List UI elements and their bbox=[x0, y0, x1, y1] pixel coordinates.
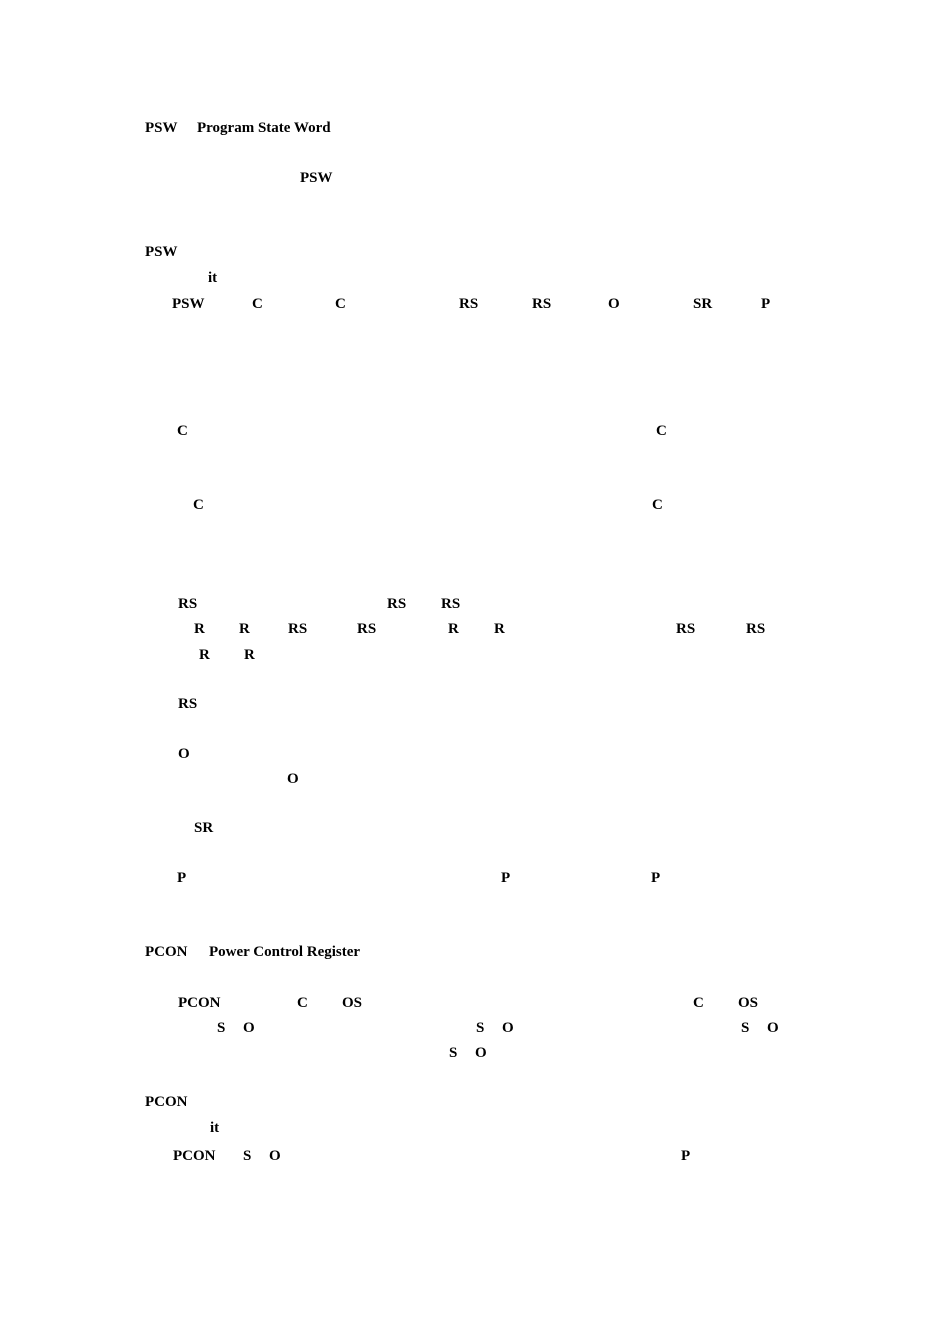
psw-p-text: P bbox=[177, 870, 187, 886]
psw-rs-text: RS bbox=[746, 621, 766, 637]
psw-bit-cell: RS bbox=[532, 296, 552, 312]
pcon-desc-text: C bbox=[297, 995, 308, 1011]
psw-o-text: O bbox=[178, 746, 190, 762]
pcon-desc-text: S bbox=[476, 1020, 485, 1036]
pcon-desc-text: O bbox=[767, 1020, 779, 1036]
pcon-heading-abbr: PCON bbox=[145, 944, 188, 960]
psw-rs-text: R bbox=[199, 647, 210, 663]
pcon-desc-text: S bbox=[217, 1020, 226, 1036]
psw-rs-text: R bbox=[194, 621, 205, 637]
psw-intro-abbr: PSW bbox=[300, 170, 333, 186]
pcon-desc-text: O bbox=[502, 1020, 514, 1036]
psw-c-text: C bbox=[193, 497, 204, 513]
pcon-bit-label: it bbox=[210, 1120, 220, 1136]
psw-rs-text: RS bbox=[178, 596, 198, 612]
pcon-desc-text: O bbox=[243, 1020, 255, 1036]
psw-rs-text: RS bbox=[387, 596, 407, 612]
psw-rs-text: R bbox=[448, 621, 459, 637]
pcon-bit-cell: O bbox=[269, 1148, 281, 1164]
psw-heading-abbr: PSW bbox=[145, 120, 178, 136]
psw-c-text: C bbox=[652, 497, 663, 513]
psw-rs-text: RS bbox=[676, 621, 696, 637]
pcon-heading-title: Power Control Register bbox=[209, 944, 361, 960]
psw-bit-cell: P bbox=[761, 296, 771, 312]
psw-sr-text: SR bbox=[194, 820, 214, 836]
psw-bit-cell: RS bbox=[459, 296, 479, 312]
psw-p-text: P bbox=[651, 870, 661, 886]
pcon-desc-text: O bbox=[475, 1045, 487, 1061]
psw-bit-cell: C bbox=[335, 296, 346, 312]
psw-c-text: C bbox=[177, 423, 188, 439]
pcon-desc-text: S bbox=[741, 1020, 750, 1036]
psw-rs-text: RS bbox=[357, 621, 377, 637]
psw-bit-label: it bbox=[208, 270, 218, 286]
pcon-bit-cell: S bbox=[243, 1148, 252, 1164]
psw-bit-cell: C bbox=[252, 296, 263, 312]
pcon-desc-text: C bbox=[693, 995, 704, 1011]
psw-bit-cell: O bbox=[608, 296, 620, 312]
psw-o-text: O bbox=[287, 771, 299, 787]
pcon-reg-name: PCON bbox=[173, 1148, 216, 1164]
psw-rs-text: RS bbox=[288, 621, 308, 637]
psw-rs-text: R bbox=[239, 621, 250, 637]
psw-rs-text: RS bbox=[441, 596, 461, 612]
pcon-desc-text: OS bbox=[342, 995, 363, 1011]
psw-rs-text: R bbox=[244, 647, 255, 663]
pcon-table-label: PCON bbox=[145, 1094, 188, 1110]
pcon-desc-text: S bbox=[449, 1045, 458, 1061]
psw-reg-name: PSW bbox=[172, 296, 205, 312]
psw-bit-cell: SR bbox=[693, 296, 713, 312]
psw-c-text: C bbox=[656, 423, 667, 439]
psw-rs-text: R bbox=[494, 621, 505, 637]
psw-rs-text: RS bbox=[178, 696, 198, 712]
pcon-desc-text: OS bbox=[738, 995, 759, 1011]
psw-table-label: PSW bbox=[145, 244, 178, 260]
pcon-bit-cell: P bbox=[681, 1148, 691, 1164]
pcon-desc-text: PCON bbox=[178, 995, 221, 1011]
psw-heading-title: Program State Word bbox=[197, 120, 331, 136]
psw-p-text: P bbox=[501, 870, 511, 886]
